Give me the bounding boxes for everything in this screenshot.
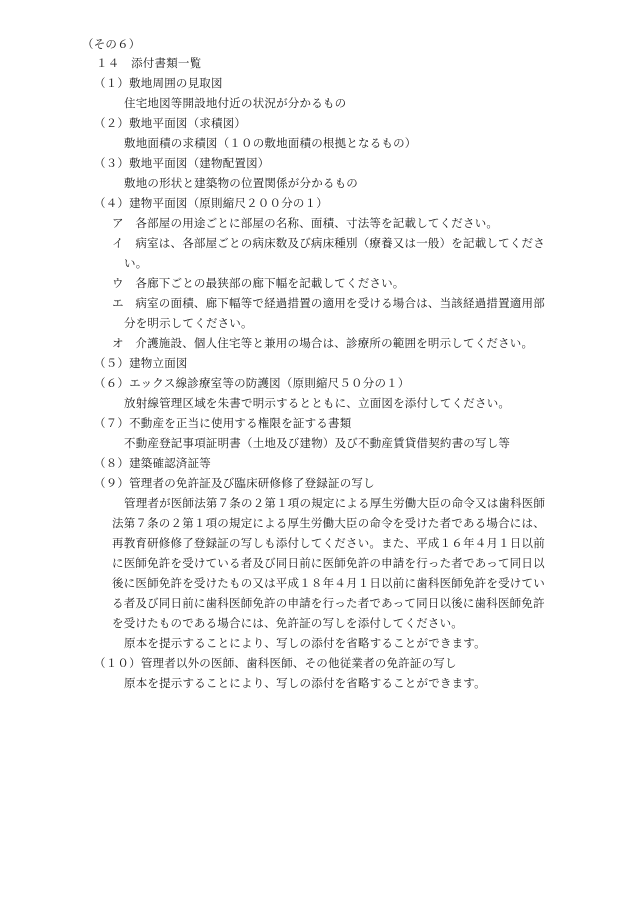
- item-body: ウ 各廊下ごとの最狭部の廊下幅を記載してください。: [112, 276, 405, 290]
- item-number: （８）: [94, 456, 130, 470]
- item-title: 敷地周囲の見取図: [129, 76, 223, 90]
- list-item: [94, 416, 351, 430]
- item-body-continued: を受けたものである場合には、免許証の写しを添付してください。: [112, 616, 463, 630]
- list-item: [94, 196, 328, 210]
- list-item: [94, 456, 211, 470]
- item-title: 管理者の免許証及び臨床研修修了登録証の写し: [129, 476, 375, 490]
- section-label: （その６）: [82, 37, 141, 51]
- item-number: （６）: [94, 376, 130, 390]
- item-body: 放射線管理区域を朱書で明示するとともに、立面図を添付してください。: [124, 396, 511, 410]
- list-item: [94, 656, 457, 670]
- list-item: [94, 376, 410, 390]
- list-item: [94, 76, 223, 90]
- item-body: イ 病室は、各部屋ごとの病床数及び病床種別（療養又は一般）を記載してくださ: [112, 236, 545, 250]
- item-number: （４）: [94, 196, 130, 210]
- item-body: ア 各部屋の用途ごとに部屋の名称、面積、寸法等を記載してください。: [112, 216, 499, 230]
- item-title: 不動産を正当に使用する権限を証する書類: [129, 416, 352, 430]
- item-body-continued: 後に医師免許を受けたもの又は平成１８年４月１日以前に歯科医師免許を受けてい: [112, 576, 545, 590]
- item-number: （９）: [94, 476, 130, 490]
- item-body-continued: る者及び同日前に歯科医師免許の申請を行った者であって同日以後に歯科医師免許: [112, 596, 545, 610]
- item-body-continued: に医師免許を受けている者及び同日前に医師免許の申請を行った者であって同日以: [112, 556, 545, 570]
- item-number: （１）: [94, 76, 130, 90]
- item-body: 住宅地図等開設地付近の状況が分かるもの: [124, 96, 347, 110]
- item-number: （３）: [94, 156, 130, 170]
- item-title: 建物立面図: [129, 356, 188, 370]
- item-body-continued: 再教育研修修了登録証の写しも添付してください。また、平成１６年４月１日以前: [112, 536, 545, 550]
- list-item: [94, 116, 246, 130]
- item-body: 原本を提示することにより、写しの添付を省略することができます。: [124, 636, 486, 650]
- item-body-continued: 法第７条の２第１項の規定による厚生労働大臣の命令を受けた者である場合には、: [112, 516, 545, 530]
- item-title: 敷地平面図（求積図）: [129, 116, 247, 130]
- item-body: エ 病室の面積、廊下幅等で経過措置の適用を受ける場合は、当該経過措置適用部: [112, 296, 545, 310]
- item-body: オ 介護施設、個人住宅等と兼用の場合は、診療所の範囲を明示してください。: [112, 336, 534, 350]
- item-number: （７）: [94, 416, 130, 430]
- list-heading: １４ 添付書類一覧: [96, 56, 202, 70]
- item-number: （１０）: [94, 656, 141, 670]
- item-title: 建物平面図（原則縮尺２００分の１）: [129, 196, 329, 210]
- item-number: （５）: [94, 356, 130, 370]
- item-body: 原本を提示することにより、写しの添付を省略することができます。: [124, 676, 486, 690]
- item-body-continued: 分を明示してください。: [124, 316, 253, 330]
- item-body: 敷地面積の求積図（１０の敷地面積の根拠となるもの）: [124, 136, 417, 150]
- item-title: 建築確認済証等: [129, 456, 212, 470]
- list-item: [94, 476, 375, 490]
- list-item: [94, 356, 188, 370]
- item-title: 敷地平面図（建物配置図）: [129, 156, 270, 170]
- item-number: （２）: [94, 116, 130, 130]
- item-body: 不動産登記事項証明書（土地及び建物）及び不動産賃貸借契約書の写し等: [124, 436, 511, 450]
- item-body-continued: い。: [124, 256, 148, 270]
- item-body: 管理者が医師法第７条の２第１項の規定による厚生労働大臣の命令又は歯科医師: [124, 496, 546, 510]
- item-title: 管理者以外の医師、歯科医師、その他従業者の免許証の写し: [140, 656, 457, 670]
- list-item: [94, 156, 270, 170]
- item-title: エックス線診療室等の防護図（原則縮尺５０分の１）: [129, 376, 410, 390]
- item-body: 敷地の形状と建築物の位置関係が分かるもの: [124, 176, 358, 190]
